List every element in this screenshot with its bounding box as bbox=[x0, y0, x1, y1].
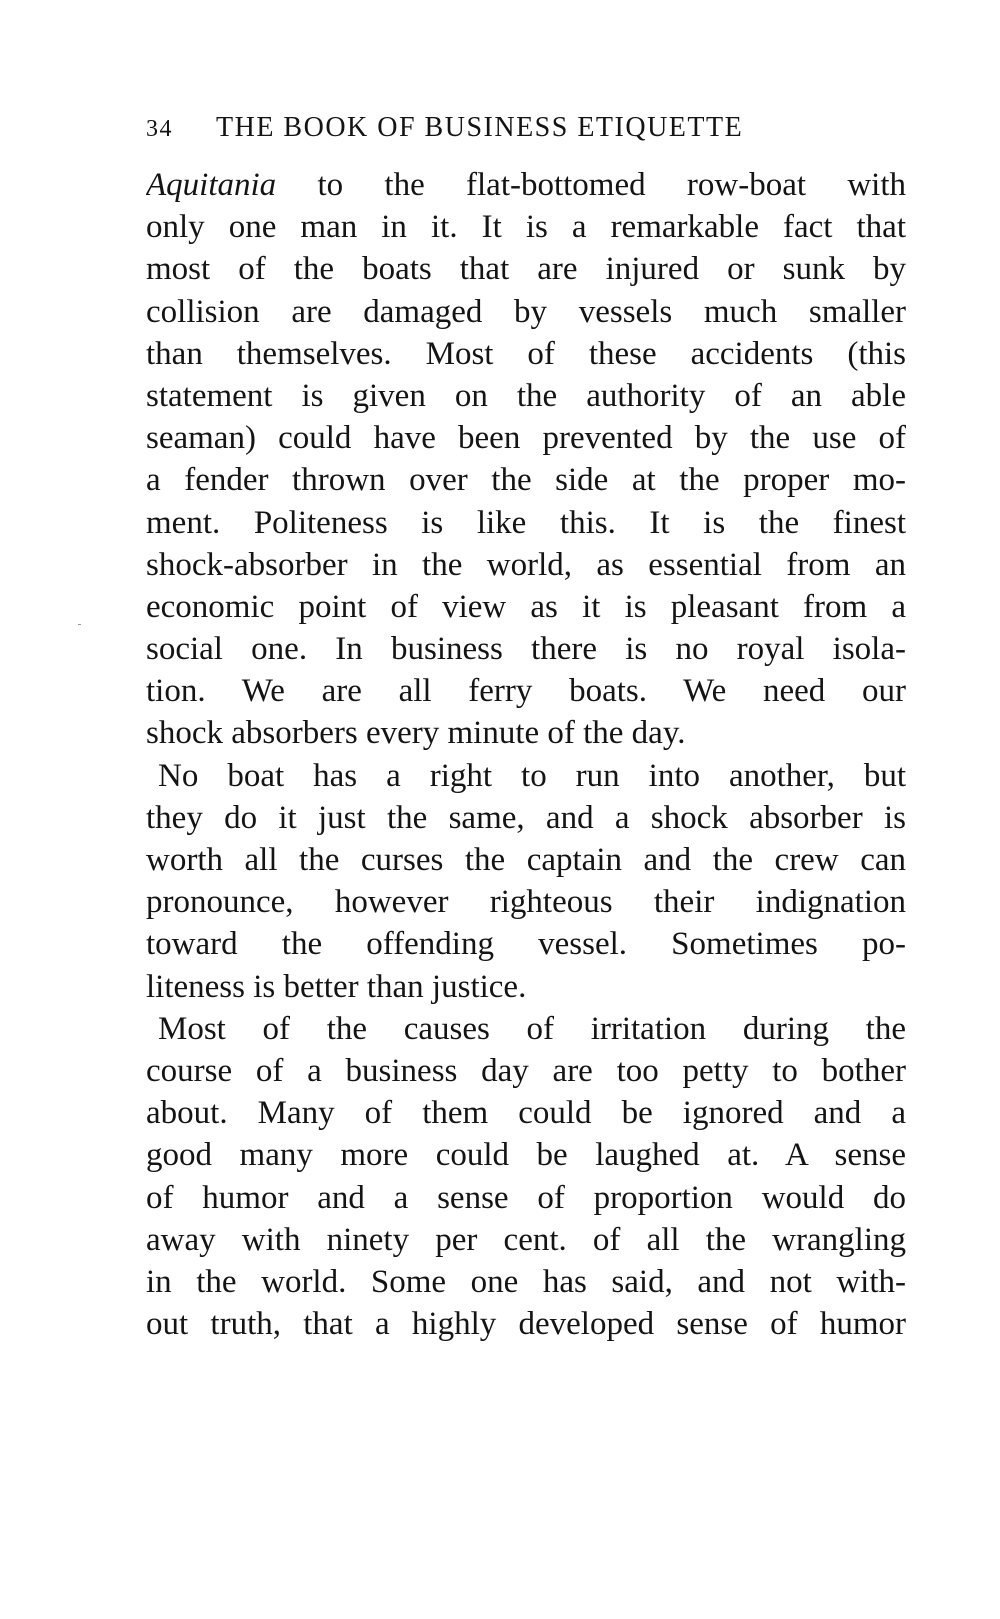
text-line-27: in the world. Some one has said, and not with- bbox=[146, 1263, 906, 1300]
text-line-16: they do it just the same, and a shock absorber is bbox=[146, 799, 906, 836]
text-line-28: out truth, that a highly developed sense of humor bbox=[146, 1306, 906, 1343]
text-line-11: economic point of view as it is pleasant from a bbox=[146, 588, 906, 625]
page-number: 34 bbox=[146, 116, 173, 142]
text-line-20: liteness is better than justice. bbox=[146, 968, 527, 1005]
text-line-7: seaman) could have been prevented by the use of bbox=[146, 420, 906, 457]
text-line-13: tion. We are all ferry boats. We need our bbox=[146, 673, 906, 710]
text-line-18: pronounce, however righteous their indignation bbox=[146, 884, 906, 921]
text-line-21: Most of the causes of irritation during the bbox=[158, 1010, 906, 1047]
text-line-1-rest: to the flat-bottomed row-boat with bbox=[276, 167, 906, 203]
text-line-17: worth all the curses the captain and the crew can bbox=[146, 842, 906, 878]
text-line-1 bbox=[146, 164, 906, 206]
text-line-15: No boat has a right to run into another, but bbox=[158, 757, 906, 794]
text-line-5: than themselves. Most of these accidents (this bbox=[146, 335, 906, 372]
body-text bbox=[146, 164, 906, 1345]
text-line-19: toward the offending vessel. Sometimes po- bbox=[146, 926, 906, 963]
ship-name-aquitania: Aquitania bbox=[146, 167, 277, 203]
text-line-23: about. Many of them could be ignored and a bbox=[146, 1095, 906, 1132]
margin-speck bbox=[78, 624, 81, 625]
text-line-26: away with ninety per cent. of all the wrangling bbox=[146, 1221, 906, 1258]
text-line-2: only one man in it. It is a remarkable fact that bbox=[146, 209, 906, 246]
text-line-4: collision are damaged by vessels much smaller bbox=[146, 293, 906, 330]
running-title: THE BOOK OF BUSINESS ETIQUETTE bbox=[216, 112, 744, 143]
text-line-6: statement is given on the authority of an able bbox=[146, 377, 906, 414]
text-line-9: ment. Politeness is like this. It is the finest bbox=[146, 504, 906, 541]
text-line-8: a fender thrown over the side at the proper mo- bbox=[146, 462, 906, 499]
text-line-14: shock absorbers every minute of the day. bbox=[146, 715, 686, 752]
text-line-12: social one. In business there is no royal isola- bbox=[146, 631, 906, 668]
text-line-24: good many more could be laughed at. A sense bbox=[146, 1137, 906, 1174]
text-line-25: of humor and a sense of proportion would do bbox=[146, 1179, 906, 1216]
running-head bbox=[146, 112, 906, 152]
text-line-10: shock-absorber in the world, as essential from an bbox=[146, 546, 906, 583]
text-line-22: course of a business day are too petty to bother bbox=[146, 1052, 906, 1089]
text-line-3: most of the boats that are injured or sunk by bbox=[146, 251, 906, 288]
